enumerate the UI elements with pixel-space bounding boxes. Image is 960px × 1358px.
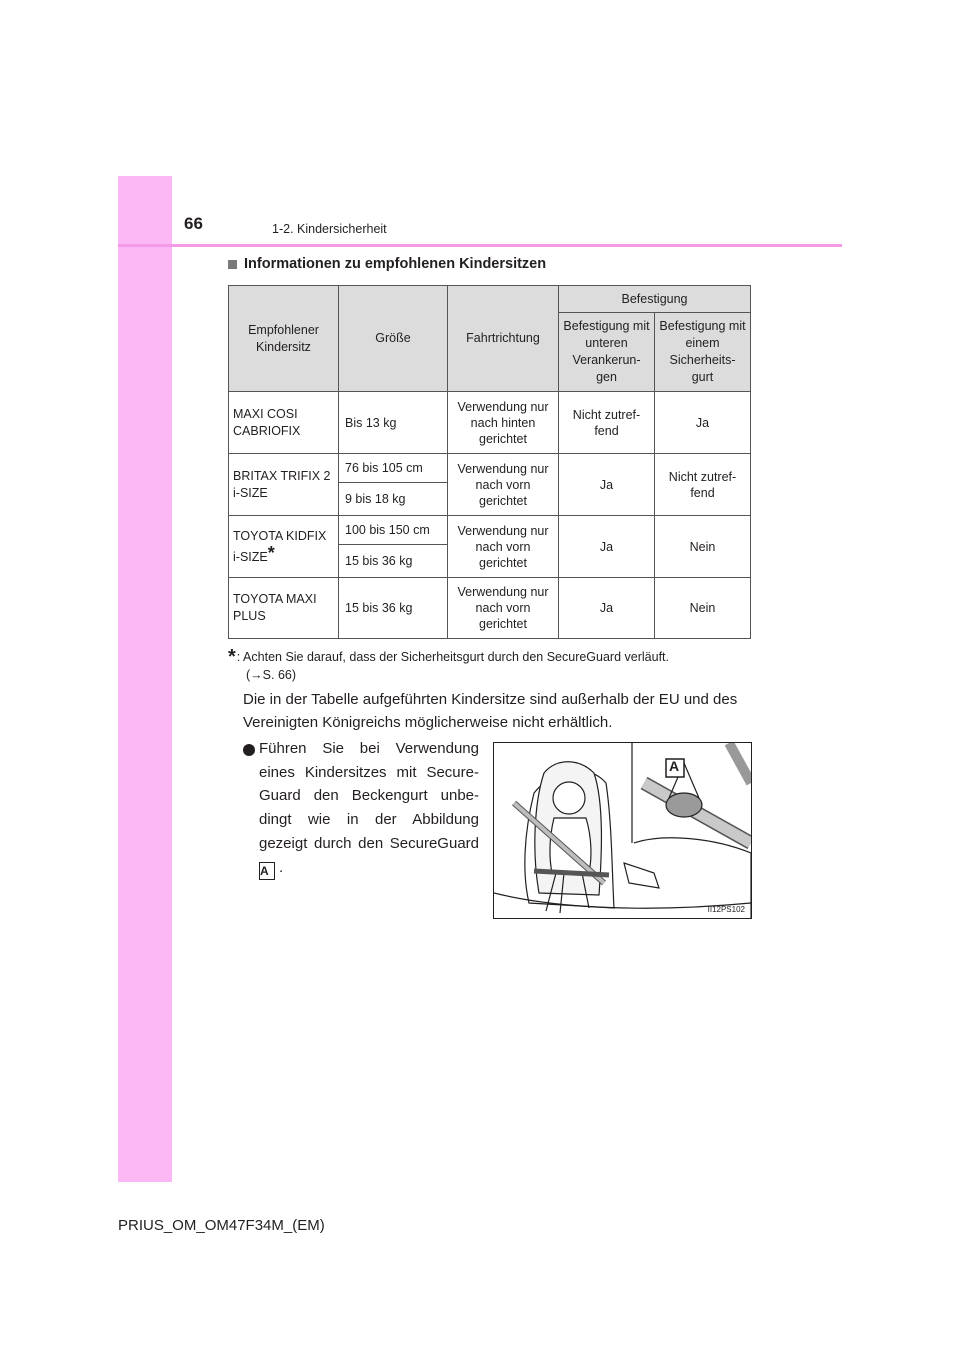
seat-name: TOYOTA KIDFIX i-SIZE* — [229, 516, 339, 578]
bullet-instruction: Führen Sie bei Verwendung eines Kindersitzes mit Secure-Guard den Beckengurt unbe-dingt wie in der Abbildung gezeigt durch den SecureGuard A . — [259, 740, 479, 878]
page-reference-link[interactable]: (→S. 66) — [246, 668, 297, 682]
bullet-icon — [243, 744, 255, 756]
seat-direction: Verwendung nur nach hinten gerichtet — [448, 392, 559, 454]
document-footer: PRIUS_OM_OM47F34M_(EM) — [118, 1217, 325, 1234]
seat-size: 15 bis 36 kg — [339, 545, 448, 578]
section-title: 1-2. Kindersicherheit — [272, 222, 387, 236]
lower-anchors-value: Ja — [559, 516, 655, 578]
header-attachment: Befestigung — [559, 286, 751, 313]
child-seat-table — [228, 285, 751, 639]
seat-size: 76 bis 105 cm — [339, 454, 448, 483]
seatbelt-value: Nein — [655, 516, 751, 578]
figure-code: II12PS102 — [707, 905, 745, 914]
lower-anchors-value: Nicht zutref-fend — [559, 392, 655, 454]
figure-label-a: A — [669, 758, 680, 774]
section-heading — [228, 256, 546, 272]
seat-name: BRITAX TRIFIX 2 i-SIZE — [229, 454, 339, 516]
secureguard-illustration — [493, 742, 752, 919]
seat-name: TOYOTA MAXI PLUS — [229, 578, 339, 639]
header-seatbelt: Befestigung mit einem Sicherheits-gurt — [655, 313, 751, 392]
table-row — [229, 392, 751, 454]
square-bullet-icon — [228, 260, 237, 269]
availability-note: Die in der Tabelle aufgeführten Kindersitze sind außerhalb der EU und des Vereinigten Königreichs möglicherweise nicht erhältlich. — [243, 691, 738, 731]
seat-direction: Verwendung nur nach vorn gerichtet — [448, 454, 559, 516]
seatbelt-value: Ja — [655, 392, 751, 454]
label-a-icon: A — [259, 862, 275, 880]
seat-direction: Verwendung nur nach vorn gerichtet — [448, 516, 559, 578]
seat-size: 100 bis 150 cm — [339, 516, 448, 545]
seatbelt-value: Nein — [655, 578, 751, 639]
footnote-text: : Achten Sie darauf, dass der Sicherheitsgurt durch den SecureGuard verläuft. — [236, 650, 669, 664]
table-row — [229, 454, 751, 483]
heading-text: Informationen zu empfohlenen Kindersitzen — [244, 256, 547, 272]
seat-name: MAXI COSI CABRIOFIX — [229, 392, 339, 454]
child-seat-drawing-icon — [494, 743, 751, 918]
lower-anchors-value: Ja — [559, 578, 655, 639]
header-direction: Fahrtrichtung — [448, 286, 559, 392]
footnote — [228, 648, 669, 684]
header-rule — [118, 244, 842, 247]
table-row — [229, 516, 751, 545]
seat-size: 9 bis 18 kg — [339, 483, 448, 516]
table-row — [229, 578, 751, 639]
seatbelt-value: Nicht zutref-fend — [655, 454, 751, 516]
lower-anchors-value: Ja — [559, 454, 655, 516]
header-lower-anchors: Befestigung mit unteren Verankerun-gen — [559, 313, 655, 392]
seat-size: 15 bis 36 kg — [339, 578, 448, 639]
chapter-side-band — [118, 176, 172, 1182]
table-header-row — [229, 286, 751, 313]
seat-size: Bis 13 kg — [339, 392, 448, 454]
page-number: 66 — [184, 214, 203, 233]
footnote-marker: * — [228, 646, 236, 668]
seat-direction: Verwendung nur nach vorn gerichtet — [448, 578, 559, 639]
header-size: Größe — [339, 286, 448, 392]
footnote-star: * — [267, 542, 275, 563]
header-seat: Empfohlener Kindersitz — [229, 286, 339, 392]
